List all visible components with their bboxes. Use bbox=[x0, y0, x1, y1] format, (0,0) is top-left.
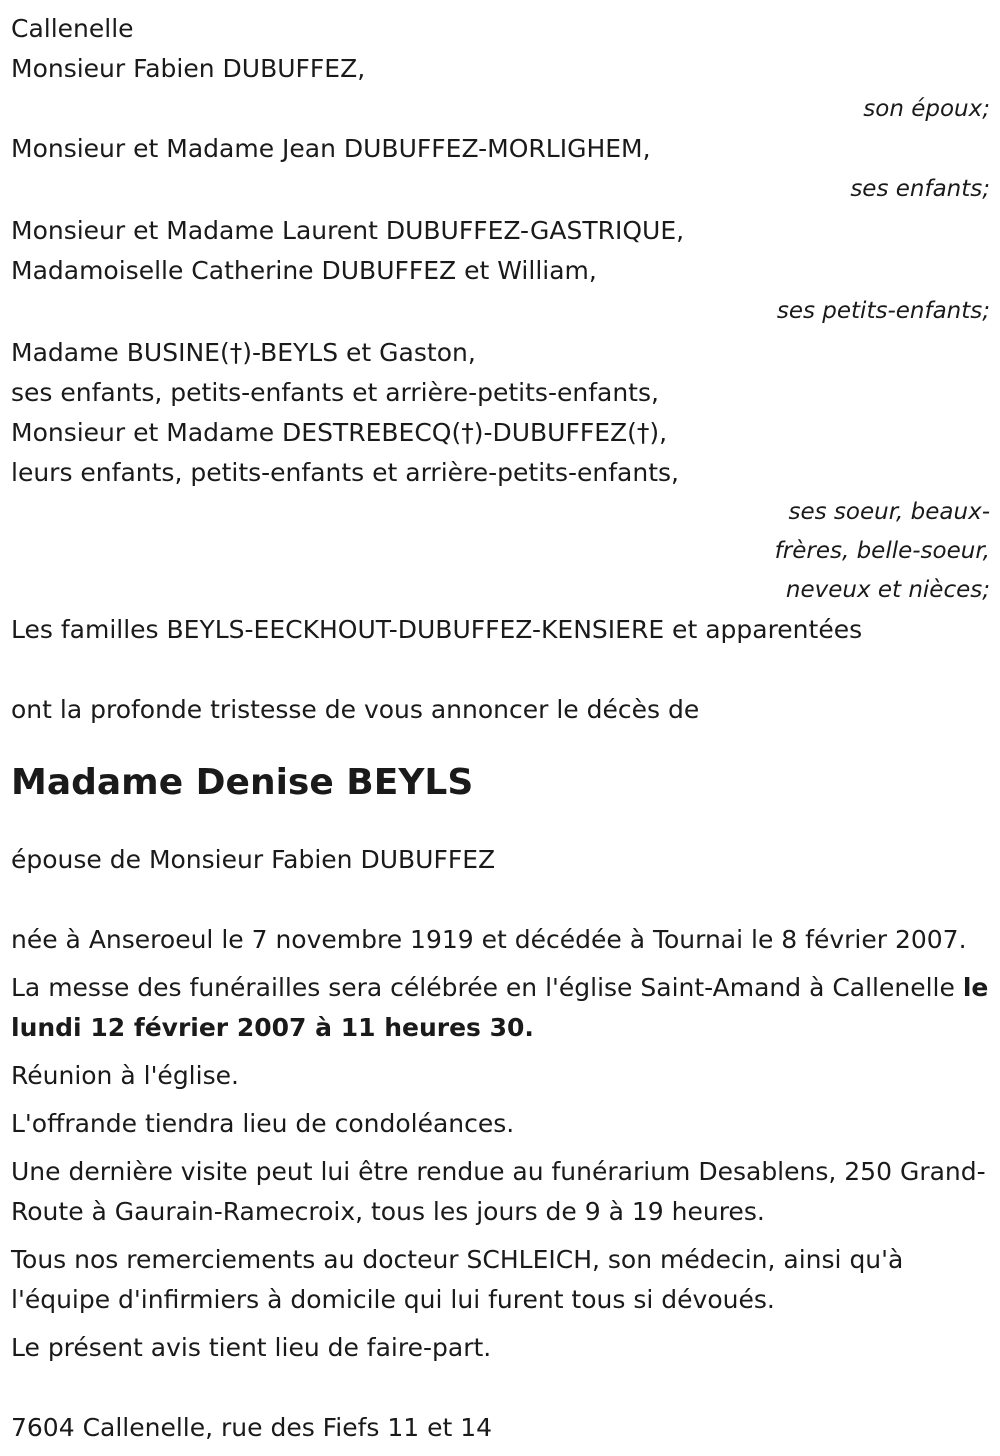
sibling-line-4: leurs enfants, petits-enfants et arrière-petits-enfants, bbox=[11, 458, 679, 487]
spouse-name: Monsieur Fabien DUBUFFEZ, bbox=[11, 54, 366, 83]
related-families: Les familles BEYLS-EECKHOUT-DUBUFFEZ-KENSIERE et apparentées bbox=[11, 615, 863, 644]
thanks-info: Tous nos remerciements au docteur SCHLEICH, son médecin, ainsi qu'à l'équipe d'infirmiers à domicile qui lui furent tous si dévoués. bbox=[11, 1245, 904, 1314]
birth-death: née à Anseroeul le 7 novembre 1919 et décédée à Tournai le 8 février 2007. bbox=[11, 925, 967, 954]
announcement-intro: ont la profonde tristesse de vous annoncer le décès de bbox=[11, 695, 700, 724]
address: 7604 Callenelle, rue des Fiefs 11 et 14 bbox=[11, 1413, 493, 1442]
offering-info: L'offrande tiendra lieu de condoléances. bbox=[11, 1109, 515, 1138]
grandchildren-relation: ses petits-enfants; bbox=[776, 298, 990, 324]
mass-datetime: le lundi 12 février 2007 à 11 heures 30. bbox=[11, 973, 989, 1042]
grandchild-name-1: Monsieur et Madame Laurent DUBUFFEZ-GASTRIQUE, bbox=[11, 216, 685, 245]
child-name: Monsieur et Madame Jean DUBUFFEZ-MORLIGHEM, bbox=[11, 134, 651, 163]
mass-text: La messe des funérailles sera célébrée en l'église Saint-Amand à Callenelle bbox=[11, 973, 963, 1002]
funeral-mass bbox=[11, 968, 990, 1048]
sibling-line-2: ses enfants, petits-enfants et arrière-petits-enfants, bbox=[11, 378, 659, 407]
deceased-name: Madame Denise BEYLS bbox=[11, 762, 474, 803]
notice-info: Le présent avis tient lieu de faire-part. bbox=[11, 1333, 492, 1362]
meeting-info: Réunion à l'église. bbox=[11, 1061, 239, 1090]
sibling-line-1: Madame BUSINE(†)-BEYLS et Gaston, bbox=[11, 338, 476, 367]
children-relation: ses enfants; bbox=[850, 176, 990, 202]
grandchild-name-2: Madamoiselle Catherine DUBUFFEZ et William, bbox=[11, 256, 597, 285]
siblings-relation-3: neveux et nièces; bbox=[785, 577, 990, 603]
siblings-relation-1: ses soeur, beaux- bbox=[788, 499, 990, 525]
spouse-of: épouse de Monsieur Fabien DUBUFFEZ bbox=[11, 845, 496, 874]
visit-info: Une dernière visite peut lui être rendue au funérarium Desablens, 250 Grand-Route à Gaurain-Ramecroix, tous les jours de 9 à 19 heures. bbox=[11, 1157, 986, 1226]
siblings-relation-2: frères, belle-soeur, bbox=[774, 538, 990, 564]
sibling-line-3: Monsieur et Madame DESTREBECQ(†)-DUBUFFEZ(†), bbox=[11, 418, 668, 447]
spouse-relation: son époux; bbox=[863, 96, 990, 122]
place-header: Callenelle bbox=[11, 14, 134, 43]
